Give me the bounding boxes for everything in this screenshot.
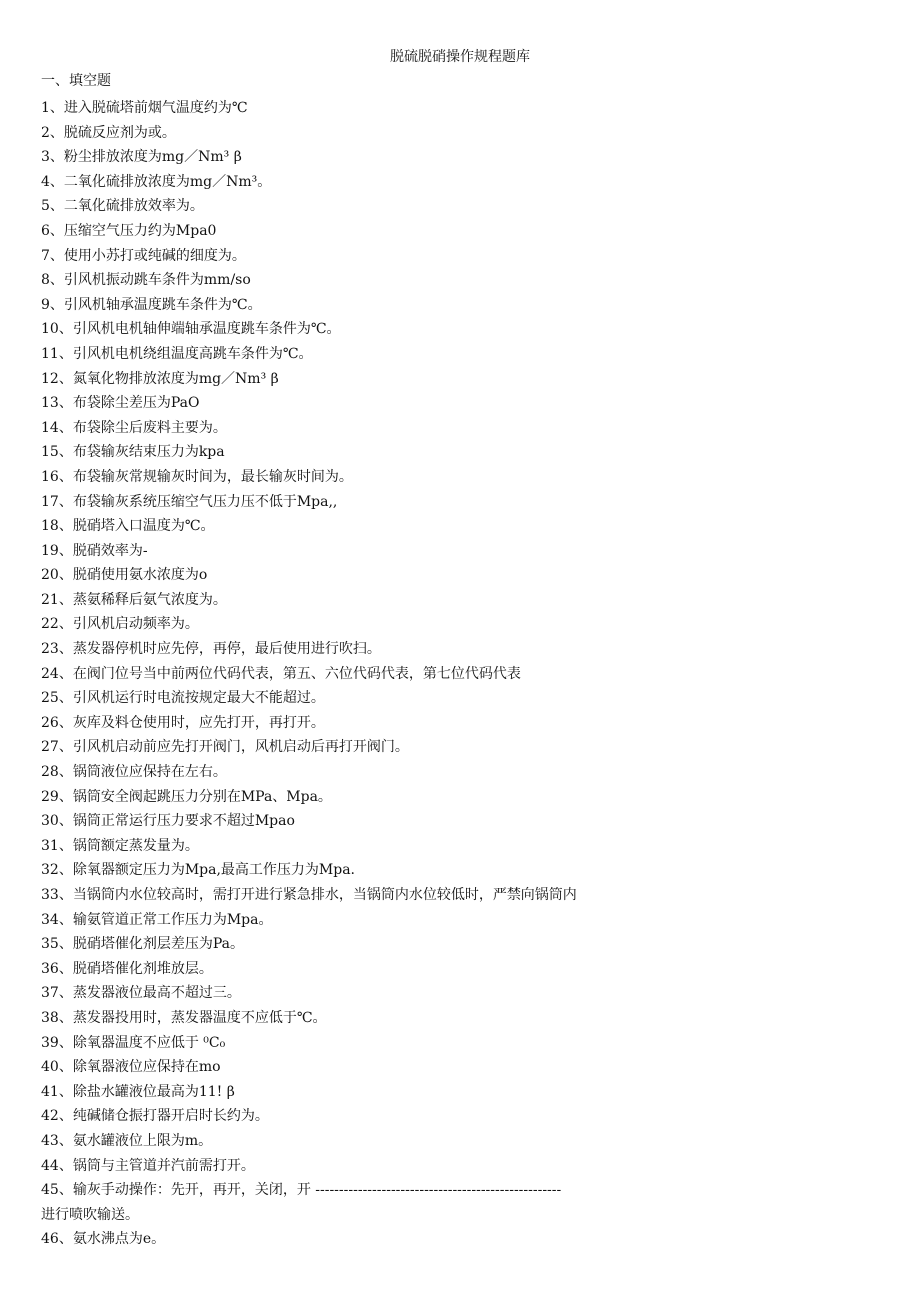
question-item: 41、除盐水罐液位最高为11! β: [41, 1083, 235, 1100]
question-item: 3、粉尘排放浓度为mg／Nm³ β: [41, 149, 242, 166]
question-item: 14、布袋除尘后废料主要为。: [41, 419, 227, 436]
question-item: 36、脱硝塔催化剂堆放层。: [41, 960, 213, 977]
question-item: 25、引风机运行时电流按规定最大不能超过。: [41, 690, 325, 707]
question-item: 39、除氧器温度不应低于 ⁰C₀: [41, 1034, 226, 1051]
question-item: 10、引风机电机轴伸端轴承温度跳车条件为℃。: [41, 321, 341, 338]
question-list: [41, 96, 881, 1252]
question-item: 23、蒸发器停机时应先停，再停，最后使用进行吹扫。: [41, 641, 381, 658]
question-item: 16、布袋输灰常规输灰时间为，最长输灰时间为。: [41, 468, 353, 485]
question-item: 40、除氧器液位应保持在mo: [41, 1059, 221, 1076]
question-item: 37、蒸发器液位最高不超过三。: [41, 985, 241, 1002]
question-item: 35、脱硝塔催化剂层差压为Pa。: [41, 936, 244, 953]
question-item: 9、引风机轴承温度跳车条件为℃。: [41, 296, 262, 313]
document-title: 脱硫脱硝操作规程题库: [390, 49, 530, 65]
question-item: 2、脱硫反应剂为或。: [41, 124, 176, 141]
question-item: 15、布袋输灰结束压力为kpa: [41, 444, 225, 461]
question-item: 20、脱硝使用氨水浓度为o: [41, 567, 208, 584]
question-item: 34、输氨管道正常工作压力为Mpa。: [41, 911, 273, 928]
question-item: 17、布袋输灰系统压缩空气压力压不低于Mpa,,: [41, 493, 338, 510]
question-item: 4、二氧化硫排放浓度为mg／Nm³。: [41, 173, 272, 190]
question-item: 5、二氧化硫排放效率为。: [41, 198, 204, 215]
question-item: 28、锅筒液位应保持在左右。: [41, 764, 227, 781]
question-item: 44、锅筒与主管道并汽前需打开。: [41, 1157, 255, 1174]
question-item: 46、氨水沸点为e。: [41, 1231, 166, 1248]
question-item: 24、在阀门位号当中前两位代码代表，第五、六位代码代表，第七位代码代表: [41, 665, 521, 682]
question-item: 13、布袋除尘差压为PaO: [41, 395, 200, 412]
question-item: 26、灰库及料仓使用时，应先打开，再打开。: [41, 714, 325, 731]
question-item: 19、脱硝效率为-: [41, 542, 148, 559]
question-item: 7、使用小苏打或纯碱的细度为。: [41, 247, 246, 264]
question-item: 18、脱硝塔入口温度为℃。: [41, 518, 215, 535]
question-item: 38、蒸发器投用时，蒸发器温度不应低于℃。: [41, 1009, 327, 1026]
question-item: 29、锅筒安全阀起跳压力分别在MPa、Mpa。: [41, 788, 332, 805]
section-heading: 一、填空题: [41, 73, 111, 89]
question-item: 12、氮氧化物排放浓度为mg／Nm³ β: [41, 370, 279, 387]
question-item: 30、锅筒正常运行压力要求不超过Mpao: [41, 813, 295, 830]
question-item: 8、引风机振动跳车条件为mm/so: [41, 272, 251, 289]
question-item-continuation: 进行喷吹输送。: [41, 1206, 139, 1223]
question-item: 22、引风机启动频率为。: [41, 616, 199, 633]
question-item: 31、锅筒额定蒸发量为。: [41, 837, 199, 854]
question-item: 42、纯碱储仓振打器开启时长约为。: [41, 1108, 269, 1125]
question-item: 27、引风机启动前应先打开阀门，风机启动后再打开阀门。: [41, 739, 409, 756]
question-item: 33、当锅筒内水位较高时，需打开进行紧急排水，当锅筒内水位较低时，严禁向锅筒内: [41, 887, 577, 903]
question-item: 6、压缩空气压力约为Mpa0: [41, 222, 217, 239]
question-item: 1、进入脱硫塔前烟气温度约为℃: [41, 100, 248, 116]
question-item: 45、输灰手动操作：先开，再开，关闭，开 ----------------------------------------------------: [41, 1182, 562, 1199]
question-item: 21、蒸氨稀释后氨气浓度为。: [41, 591, 227, 608]
question-item: 32、除氧器额定压力为Mpa,最高工作压力为Mpa.: [41, 862, 356, 879]
question-item: 43、氨水罐液位上限为m。: [41, 1132, 213, 1149]
question-item: 11、引风机电机绕组温度高跳车条件为℃。: [41, 345, 313, 362]
